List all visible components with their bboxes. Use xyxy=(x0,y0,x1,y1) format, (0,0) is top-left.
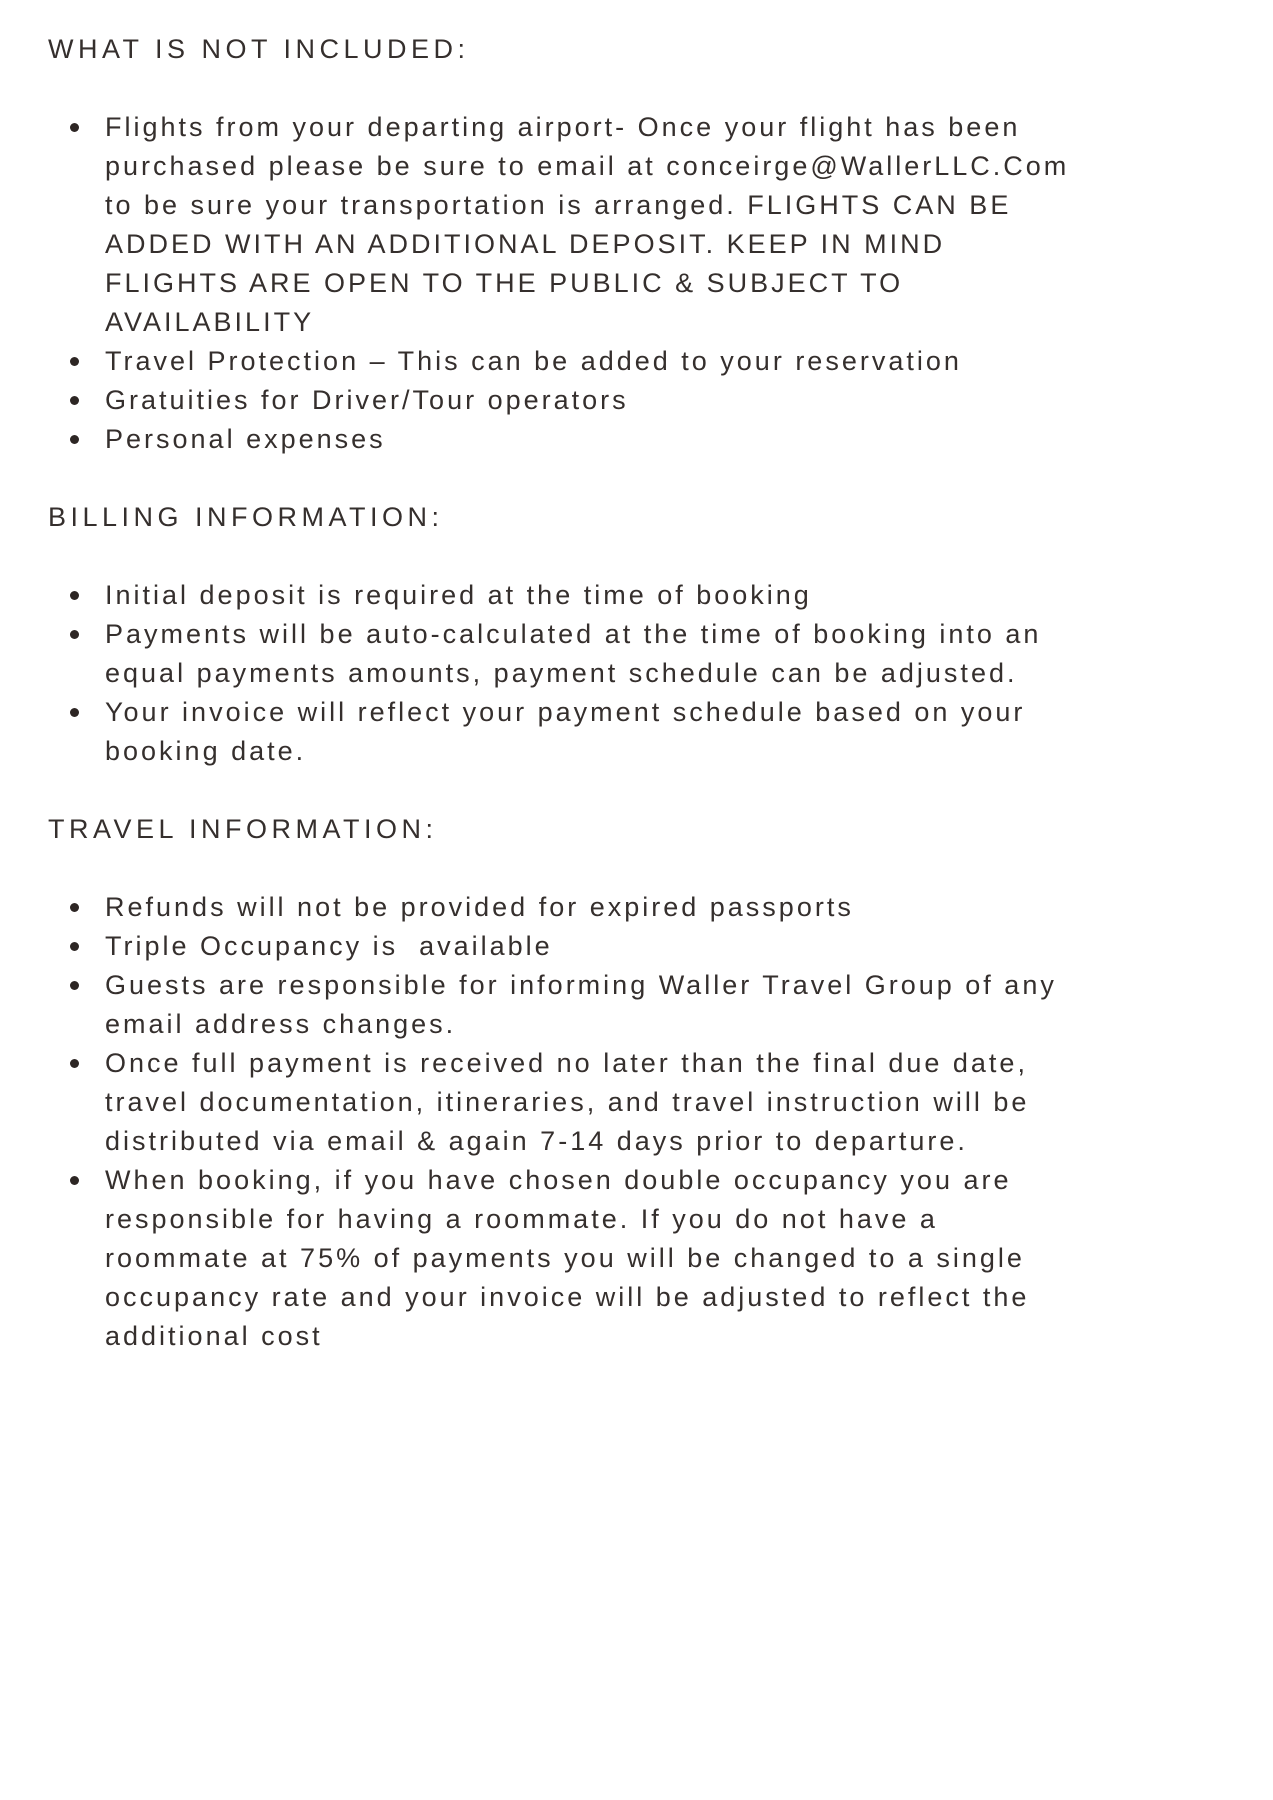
section-heading: WHAT IS NOT INCLUDED: xyxy=(48,34,470,64)
bullet-text: When booking, if you have chosen double occupancy you are responsible for having a roommate. If you do not have a roommate at 75% of payments you will be changed to a single occupancy rate and your invoice will be adjusted to reflect the additional cost xyxy=(105,1165,1040,1351)
bullet-list xyxy=(48,108,1078,459)
section-billing-information xyxy=(48,498,1273,771)
list-item xyxy=(48,615,1078,693)
bullet-text: Triple Occupancy is available xyxy=(105,931,553,961)
bullet-dot-icon xyxy=(70,1176,79,1185)
bullet-text: Initial deposit is required at the time of booking xyxy=(105,580,812,610)
bullet-dot-icon xyxy=(70,708,79,717)
section-heading: TRAVEL INFORMATION: xyxy=(48,814,438,844)
bullet-text: Travel Protection – This can be added to your reservation xyxy=(105,346,962,376)
list-item xyxy=(48,1161,1078,1356)
bullet-list xyxy=(48,576,1078,771)
bullet-dot-icon xyxy=(70,903,79,912)
section-travel-information xyxy=(48,810,1273,1356)
bullet-text: Once full payment is received no later than the final due date, travel documentation, itineraries, and travel instruction will be distributed via email & again 7-14 days prior to departure. xyxy=(105,1048,1040,1156)
bullet-text: Personal expenses xyxy=(105,424,386,454)
list-item xyxy=(48,693,1078,771)
list-item xyxy=(48,966,1078,1044)
list-item xyxy=(48,381,1078,420)
list-item xyxy=(48,888,1078,927)
bullet-text: Gratuities for Driver/Tour operators xyxy=(105,385,629,415)
bullet-dot-icon xyxy=(70,1059,79,1068)
bullet-dot-icon xyxy=(70,981,79,990)
bullet-dot-icon xyxy=(70,123,79,132)
list-item xyxy=(48,1044,1078,1161)
bullet-dot-icon xyxy=(70,630,79,639)
section-what-is-not-included xyxy=(48,30,1273,459)
bullet-text: Payments will be auto-calculated at the time of booking into an equal payments amounts, payment schedule can be adjusted. xyxy=(105,619,1052,688)
list-item xyxy=(48,108,1078,342)
bullet-dot-icon xyxy=(70,591,79,600)
bullet-dot-icon xyxy=(70,435,79,444)
bullet-list xyxy=(48,888,1078,1356)
bullet-text: Refunds will not be provided for expired passports xyxy=(105,892,854,922)
bullet-text: Flights from your departing airport- Once your flight has been purchased please be sure to email at conceirge@WallerLLC.Com to be sure your transportation is arranged. FLIGHTS CAN BE ADDED WITH AN ADDITIONAL DEPOSIT. KEEP IN MIND FLIGHTS ARE OPEN TO THE PUBLIC & SUBJECT TO AVAILABILITY xyxy=(105,112,1080,337)
list-item xyxy=(48,927,1078,966)
list-item xyxy=(48,576,1078,615)
section-heading: BILLING INFORMATION: xyxy=(48,502,444,532)
bullet-text: Your invoice will reflect your payment schedule based on your booking date. xyxy=(105,697,1036,766)
bullet-dot-icon xyxy=(70,942,79,951)
list-item xyxy=(48,420,1078,459)
list-item xyxy=(48,342,1078,381)
bullet-dot-icon xyxy=(70,357,79,366)
bullet-text: Guests are responsible for informing Waller Travel Group of any email address changes. xyxy=(105,970,1068,1039)
bullet-dot-icon xyxy=(70,396,79,405)
